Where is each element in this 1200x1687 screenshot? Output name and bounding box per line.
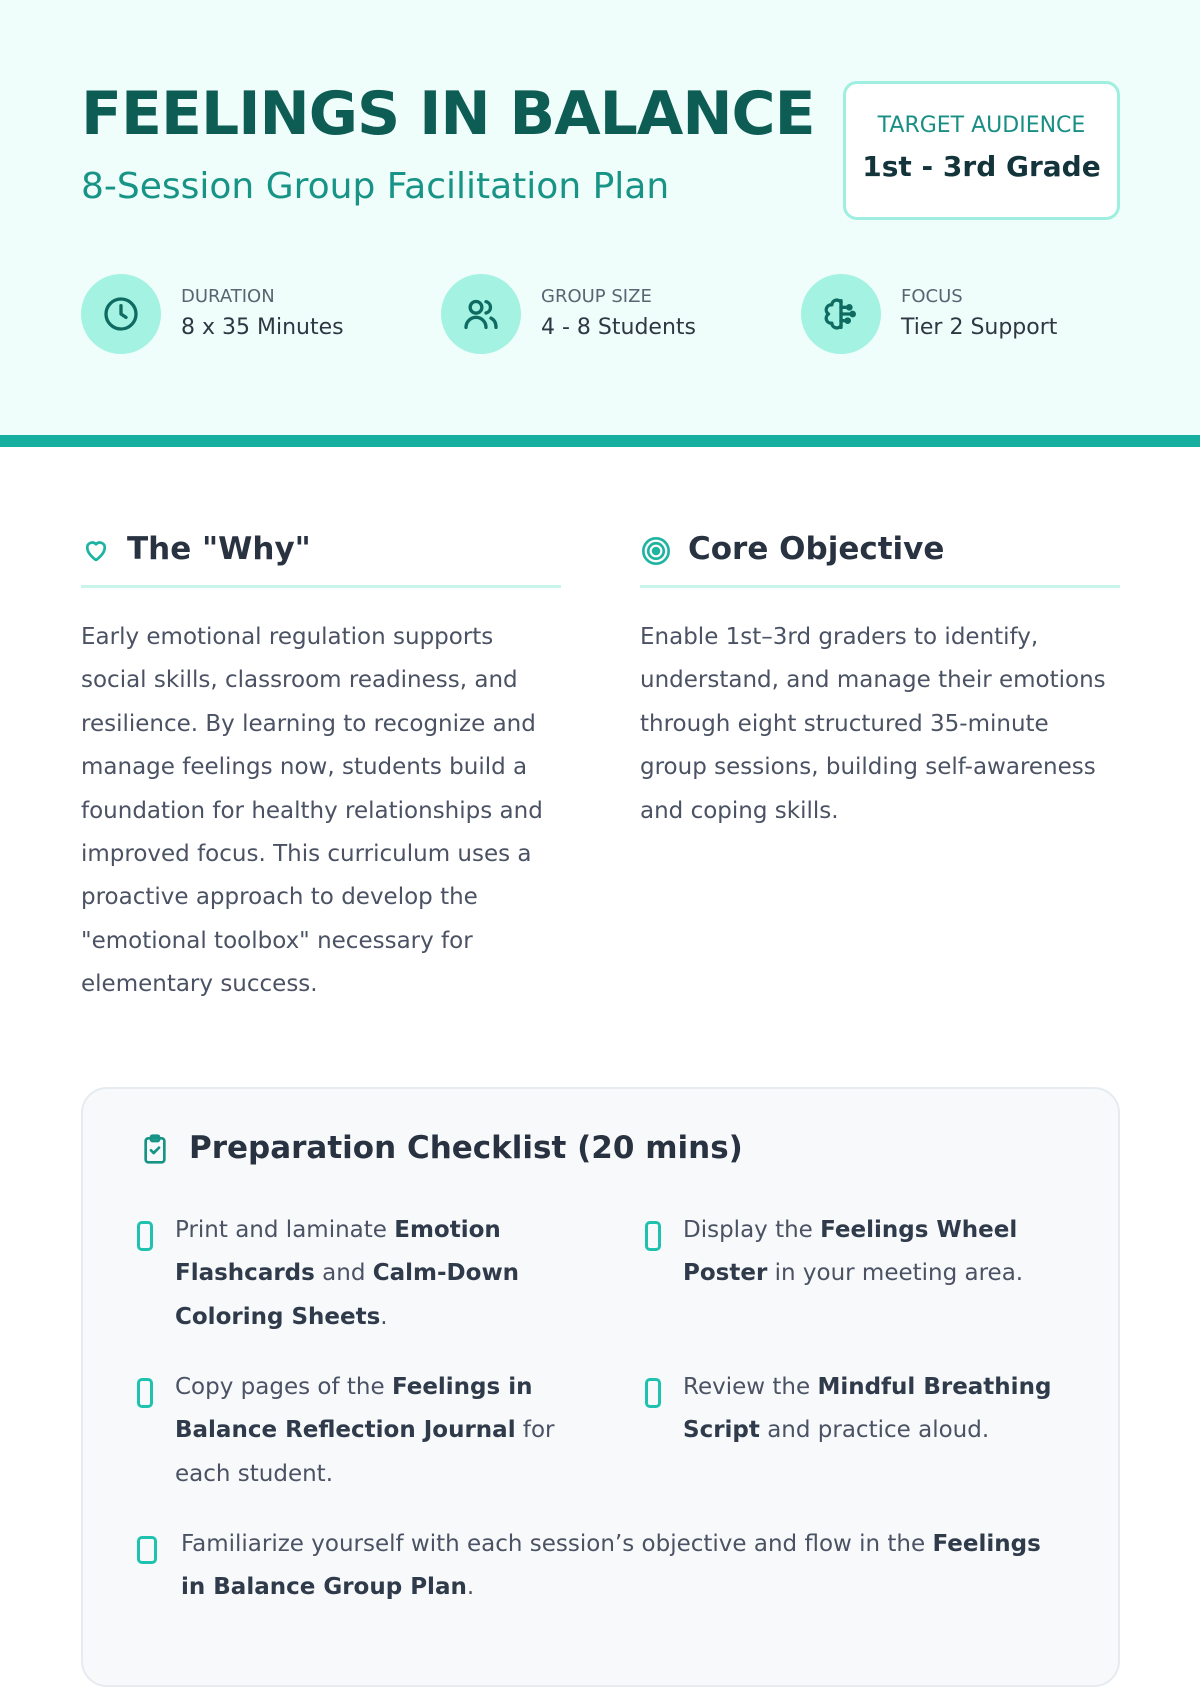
stat-value: 4 - 8 Students bbox=[541, 315, 696, 340]
header-accent-bar bbox=[0, 435, 1200, 447]
checkbox[interactable] bbox=[645, 1378, 661, 1408]
checkbox[interactable] bbox=[137, 1221, 153, 1251]
divider bbox=[640, 585, 1120, 588]
stat-group-size bbox=[441, 274, 741, 354]
checklist-title: Preparation Checklist (20 mins) bbox=[189, 1130, 743, 1166]
checklist-item-text: Copy pages of the Feelings in Balance Reflection Journal for each student. bbox=[175, 1374, 555, 1487]
objective-title: Core Objective bbox=[688, 531, 945, 567]
stat-label: FOCUS bbox=[901, 286, 963, 307]
page-subtitle: 8-Session Group Facilitation Plan bbox=[81, 166, 670, 207]
target-audience-label: TARGET AUDIENCE bbox=[877, 113, 1086, 138]
stat-label: DURATION bbox=[181, 286, 275, 307]
checklist-item-text: Print and laminate Emotion Flashcards and Calm-Down Coloring Sheets. bbox=[175, 1217, 520, 1330]
stat-focus bbox=[801, 274, 1101, 354]
why-paragraph: Early emotional regulation supports social skills, classroom readiness, and resilience. By learning to recognize and manage feelings now, students build a foundation for healthy relationships and improved focus. This curriculum uses a proactive approach to develop the "emotional toolbox" necessary for elementary success. bbox=[81, 624, 543, 998]
objective-section-header bbox=[640, 528, 1120, 574]
heart-icon bbox=[81, 535, 111, 565]
checkbox[interactable] bbox=[137, 1378, 153, 1408]
why-section-header bbox=[81, 528, 561, 574]
stat-value: 8 x 35 Minutes bbox=[181, 315, 344, 340]
why-title: The "Why" bbox=[127, 531, 311, 567]
stat-value: Tier 2 Support bbox=[901, 315, 1058, 340]
stat-label: GROUP SIZE bbox=[541, 286, 652, 307]
checklist-item-text: Familiarize yourself with each session’s objective and flow in the Feelings in Balance Group Plan. bbox=[181, 1531, 1041, 1601]
objective-paragraph: Enable 1st–3rd graders to identify, understand, and manage their emotions through eight structured 35-minute group sessions, building self-awareness and coping skills. bbox=[640, 624, 1106, 824]
preparation-checklist-card bbox=[81, 1087, 1120, 1687]
checkbox[interactable] bbox=[645, 1221, 661, 1251]
divider bbox=[81, 585, 561, 588]
clipboard-check-icon bbox=[139, 1131, 171, 1167]
target-audience-value: 1st - 3rd Grade bbox=[862, 150, 1101, 183]
target-audience-card bbox=[843, 81, 1120, 220]
checklist-item-text: Review the Mindful Breathing Script and practice aloud. bbox=[683, 1374, 1052, 1444]
page-title: FEELINGS IN BALANCE bbox=[81, 79, 815, 149]
brain-icon bbox=[801, 274, 881, 354]
checklist-item-text: Display the Feelings Wheel Poster in your meeting area. bbox=[683, 1217, 1024, 1287]
stat-duration bbox=[81, 274, 381, 354]
users-icon bbox=[441, 274, 521, 354]
target-icon bbox=[640, 535, 672, 567]
checkbox[interactable] bbox=[137, 1536, 157, 1564]
clock-icon bbox=[81, 274, 161, 354]
